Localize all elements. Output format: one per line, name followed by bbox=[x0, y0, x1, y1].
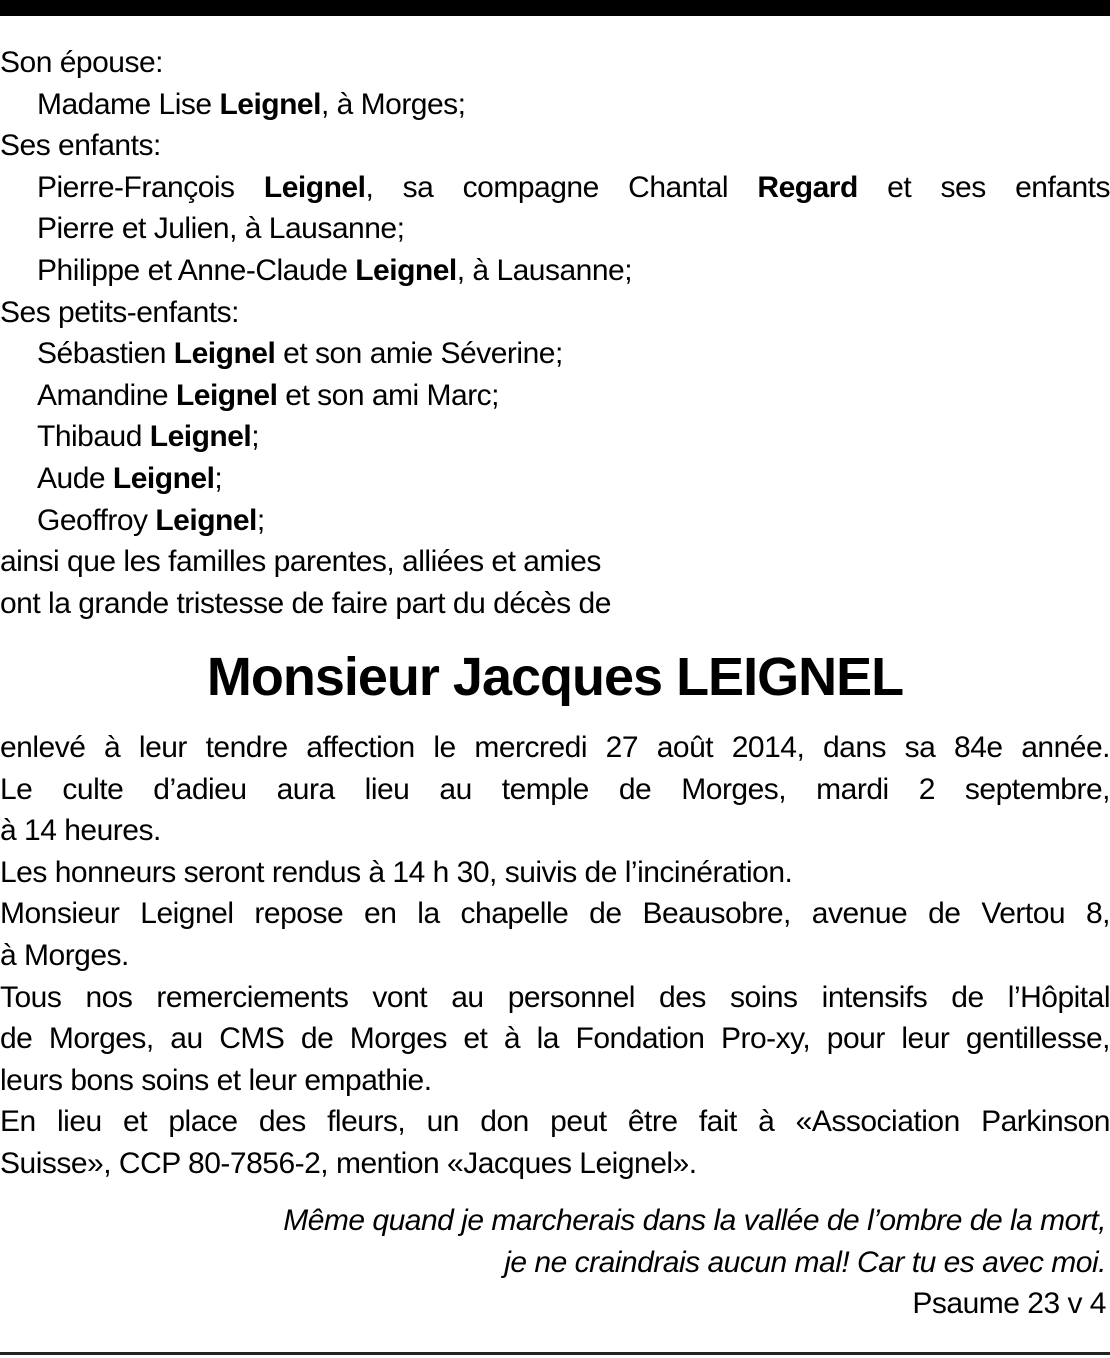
text: Amandine bbox=[37, 378, 176, 412]
text: Thibaud bbox=[37, 420, 150, 454]
grandchild-line bbox=[0, 416, 1110, 458]
grandchild-line bbox=[0, 333, 1110, 375]
body-line: Tous nos remerciements vont au personnel des soins intensifs de l’Hôpital bbox=[0, 980, 1110, 1014]
child-line bbox=[0, 167, 1110, 209]
text: Madame Lise bbox=[37, 87, 220, 121]
top-rule bbox=[0, 0, 1110, 16]
child-line-continued: Pierre et Julien, à Lausanne; bbox=[37, 212, 405, 246]
body-line: de Morges, au CMS de Morges et à la Fondation Pro-xy, pour leur gentillesse, bbox=[0, 1022, 1110, 1056]
child-line bbox=[0, 250, 1110, 292]
spouse-label: Son épouse: bbox=[0, 46, 163, 79]
text: ; bbox=[251, 420, 260, 454]
grandchild-line bbox=[0, 375, 1110, 417]
body-line: leurs bons soins et leur empathie. bbox=[0, 1063, 432, 1097]
text: ; bbox=[214, 461, 223, 495]
surname: Leignel bbox=[355, 253, 457, 287]
quote-line: Même quand je marcherais dans la vallée de l’ombre de la mort, bbox=[283, 1204, 1106, 1237]
family-list bbox=[0, 42, 1110, 624]
grandchildren-label: Ses petits-enfants: bbox=[0, 295, 239, 329]
grandchild-line bbox=[0, 458, 1110, 500]
body-line: Le culte d’adieu aura lieu au temple de Morges, mardi 2 septembre, bbox=[0, 772, 1110, 806]
body-line: à 14 heures. bbox=[0, 814, 161, 848]
psalm-quote bbox=[0, 1200, 1106, 1325]
text: Philippe et Anne-Claude bbox=[37, 253, 356, 287]
closing-line: ont la grande tristesse de faire part du décès de bbox=[0, 586, 611, 620]
surname: Leignel bbox=[263, 170, 366, 204]
surname: Leignel bbox=[219, 87, 321, 121]
surname: Leignel bbox=[155, 503, 257, 537]
obituary-body bbox=[0, 727, 1110, 1185]
grandchild-line bbox=[0, 500, 1110, 542]
deceased-name: Monsieur Jacques LEIGNEL bbox=[206, 647, 904, 707]
body-line: Suisse», CCP 80-7856-2, mention «Jacques Leignel». bbox=[0, 1146, 697, 1180]
text: et ses enfants bbox=[857, 170, 1110, 204]
text: ; bbox=[256, 503, 265, 537]
bottom-rule bbox=[0, 1352, 1110, 1355]
text: et son amie Séverine; bbox=[275, 337, 563, 371]
text: Pierre-François bbox=[37, 170, 264, 204]
text: Geoffroy bbox=[37, 503, 156, 537]
text: , à Morges; bbox=[320, 87, 466, 121]
text: et son ami Marc; bbox=[277, 378, 500, 412]
body-line: Monsieur Leignel repose en la chapelle de Beausobre, avenue de Vertou 8, bbox=[0, 897, 1110, 931]
body-line: à Morges. bbox=[0, 938, 129, 972]
surname: Leignel bbox=[173, 337, 276, 371]
surname: Leignel bbox=[175, 378, 278, 412]
children-label: Ses enfants: bbox=[0, 129, 161, 163]
spouse-line bbox=[0, 84, 1110, 126]
body-line: En lieu et place des fleurs, un don peut être fait à «Association Parkinson bbox=[0, 1105, 1110, 1139]
text: , à Lausanne; bbox=[456, 253, 633, 287]
surname: Leignel bbox=[112, 461, 215, 495]
surname: Leignel bbox=[149, 420, 252, 454]
quote-line: je ne craindrais aucun mal! Car tu es avec moi. bbox=[504, 1245, 1106, 1279]
surname: Regard bbox=[757, 170, 858, 204]
body-line: enlevé à leur tendre affection le mercredi 27 août 2014, dans sa 84e année. bbox=[0, 731, 1110, 764]
body-line: Les honneurs seront rendus à 14 h 30, suivis de l’incinération. bbox=[0, 855, 793, 889]
text: Sébastien bbox=[37, 337, 174, 371]
quote-reference: Psaume 23 v 4 bbox=[912, 1287, 1106, 1321]
text: , sa compagne Chantal bbox=[365, 170, 758, 204]
closing-line: ainsi que les familles parentes, alliées et amies bbox=[0, 545, 601, 579]
text: Aude bbox=[37, 461, 113, 495]
